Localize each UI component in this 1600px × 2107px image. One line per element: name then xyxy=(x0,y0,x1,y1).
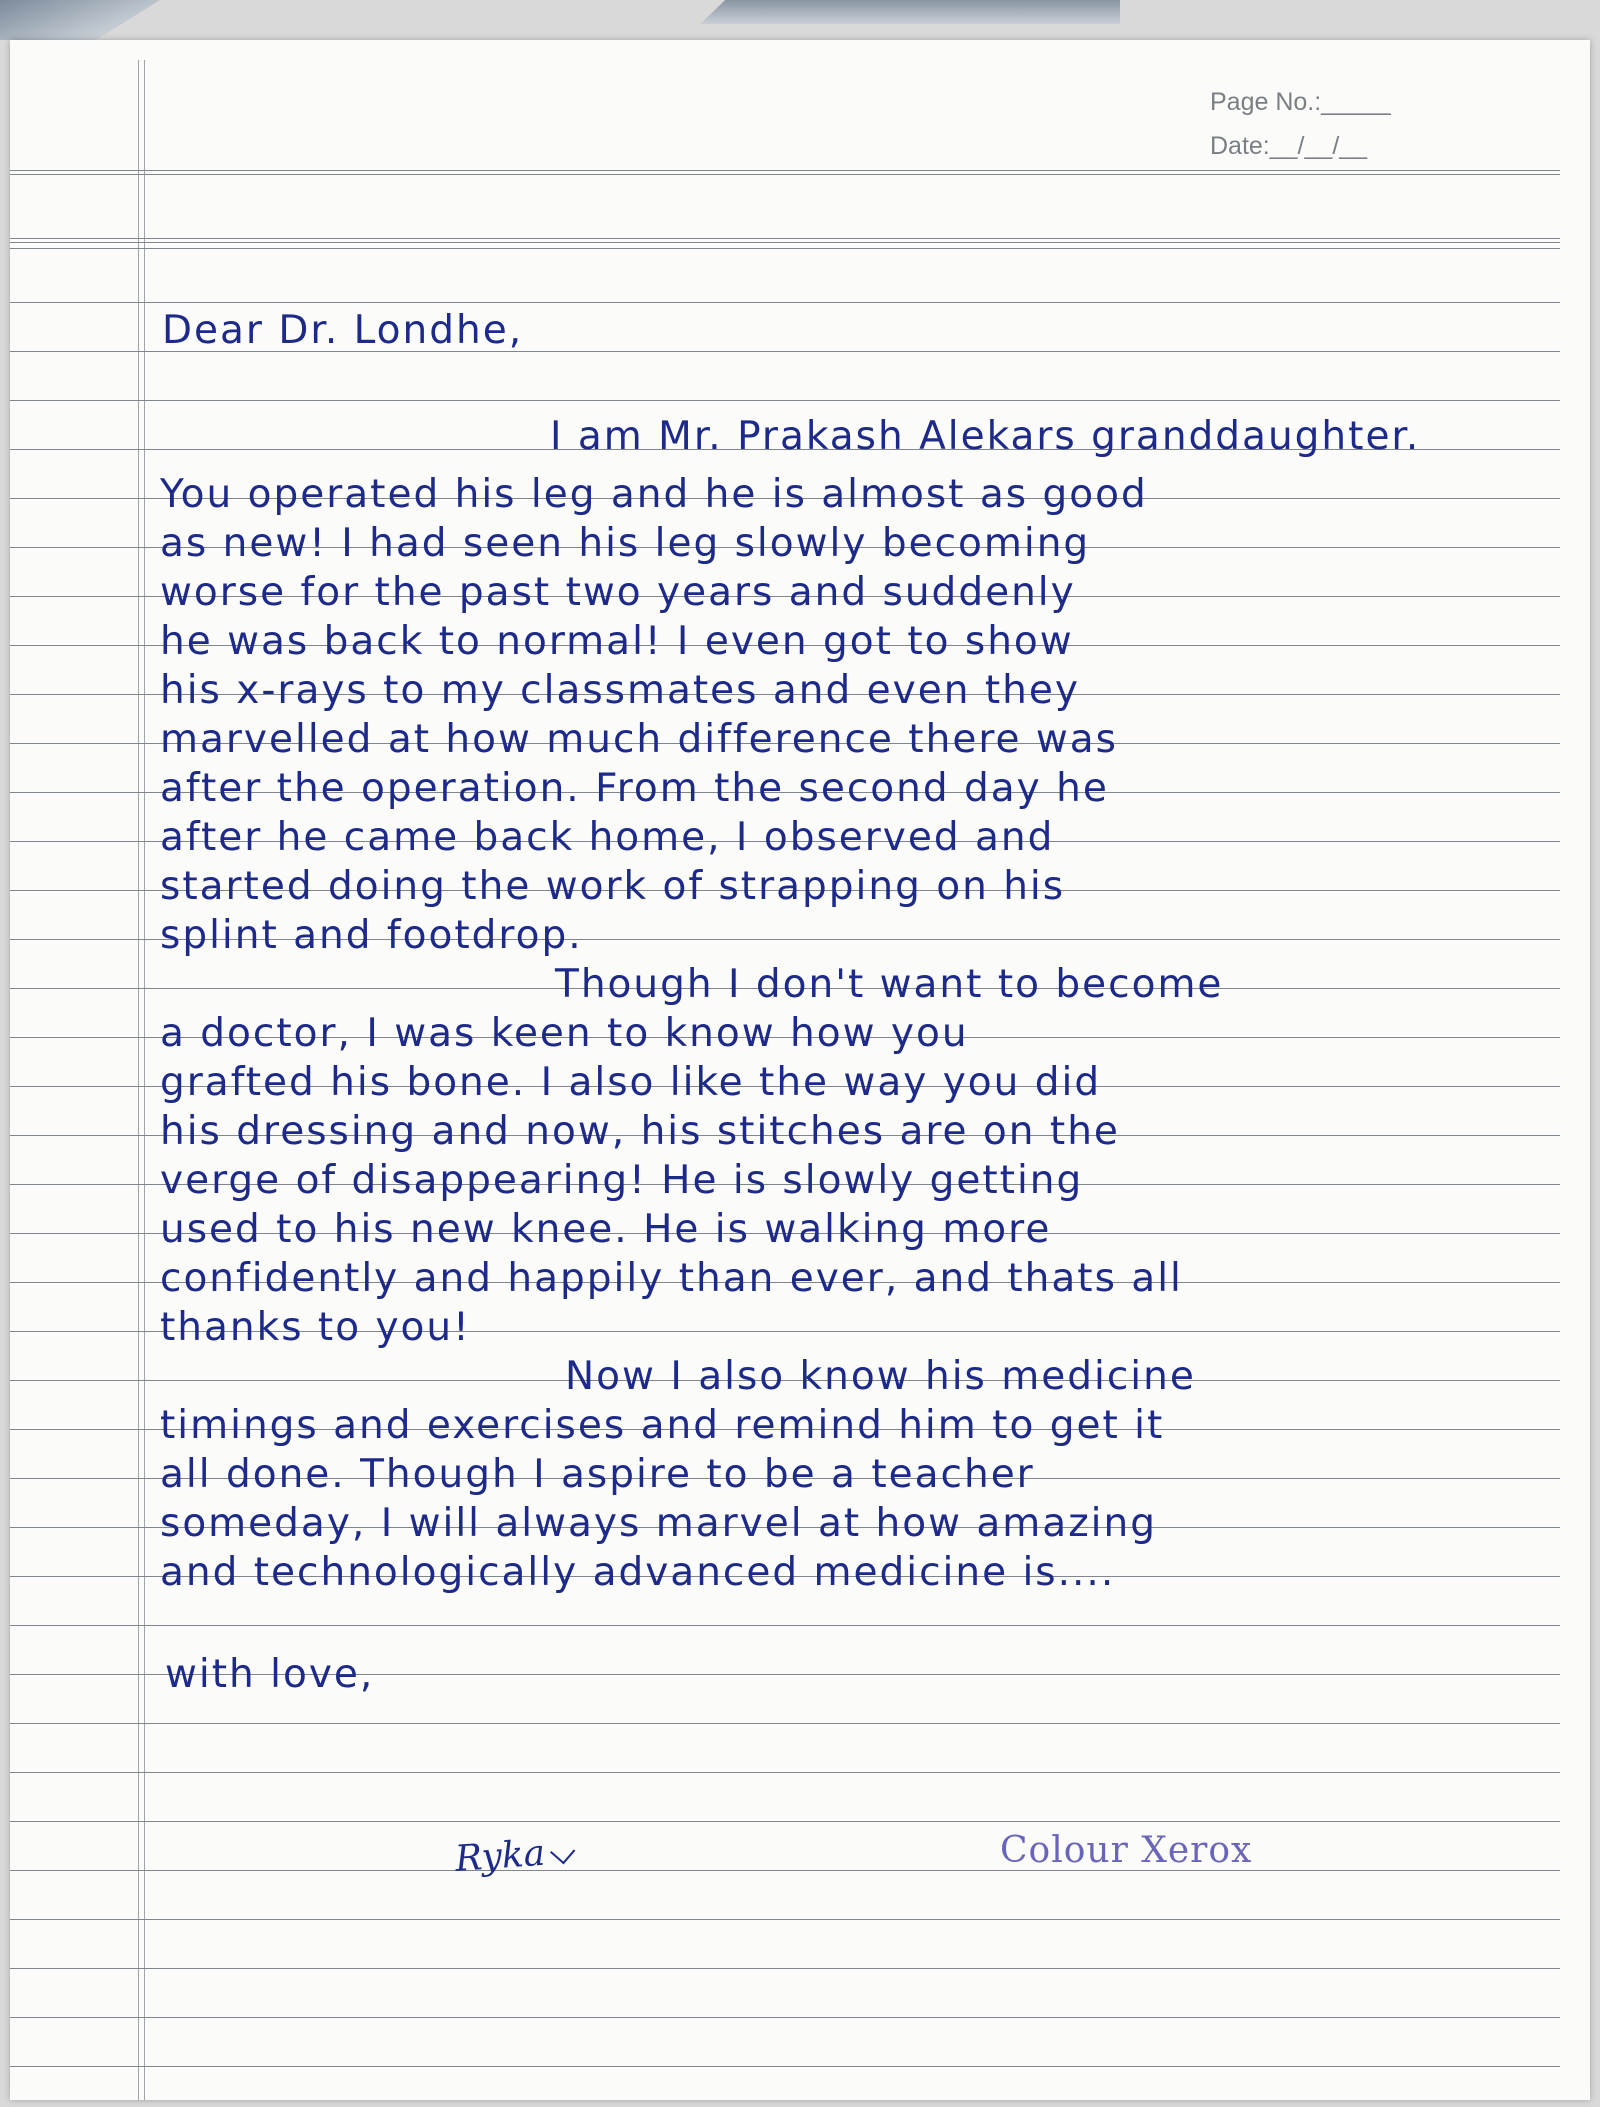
background-edge xyxy=(700,0,1120,24)
letter-line: marvelled at how much difference there was xyxy=(160,717,1118,762)
page-number-label: Page No.:_____ xyxy=(1210,88,1391,116)
letter-line: Now I also know his medicine xyxy=(565,1354,1196,1399)
ruled-line xyxy=(10,1968,1560,1969)
ruled-line xyxy=(10,1821,1560,1822)
ruled-line xyxy=(10,1625,1560,1626)
signature xyxy=(454,1831,571,1880)
letter-line: I am Mr. Prakash Alekars granddaughter. xyxy=(550,414,1421,459)
letter-line: his dressing and now, his stitches are on the xyxy=(160,1109,1120,1154)
ruled-line xyxy=(10,238,1560,239)
letter-line: worse for the past two years and suddenly xyxy=(160,570,1076,615)
letter-line: his x-rays to my classmates and even they xyxy=(160,668,1080,713)
letter-line: after the operation. From the second day he xyxy=(160,766,1109,811)
letter-line: thanks to you! xyxy=(160,1305,471,1350)
letter-line: You operated his leg and he is almost as good xyxy=(160,472,1148,517)
letter-line: grafted his bone. I also like the way you did xyxy=(160,1060,1102,1105)
letter-line: someday, I will always marvel at how amazing xyxy=(160,1501,1157,1546)
ruled-line xyxy=(10,2017,1560,2018)
letter-line: all done. Though I aspire to be a teacher xyxy=(160,1452,1035,1497)
date-label: Date:__/__/__ xyxy=(1210,132,1368,160)
ruled-line xyxy=(10,1723,1560,1724)
ruled-line xyxy=(10,2066,1560,2067)
notebook-page xyxy=(10,40,1590,2100)
ruled-line xyxy=(10,248,1560,249)
ruled-line xyxy=(10,174,1560,175)
ruled-line xyxy=(10,302,1560,303)
letter-line: confidently and happily than ever, and thats all xyxy=(160,1256,1183,1301)
background-corner xyxy=(0,0,160,40)
signature-text: Ryka xyxy=(453,1832,547,1880)
closing-line: with love, xyxy=(165,1652,375,1697)
letter-line: started doing the work of strapping on his xyxy=(160,864,1066,909)
letter-line: timings and exercises and remind him to get it xyxy=(160,1403,1165,1448)
margin-line xyxy=(144,60,145,2100)
letter-line: splint and footdrop. xyxy=(160,913,583,958)
colour-xerox-stamp: Colour Xerox xyxy=(1000,1830,1253,1871)
letter-line: Though I don't want to become xyxy=(555,962,1224,1007)
letter-line: and technologically advanced medicine is.... xyxy=(160,1550,1116,1595)
ruled-line xyxy=(10,170,1560,171)
letter-line: he was back to normal! I even got to show xyxy=(160,619,1074,664)
letter-line: as new! I had seen his leg slowly becoming xyxy=(160,521,1091,566)
ruled-line xyxy=(10,1870,1560,1871)
letter-line: verge of disappearing! He is slowly getting xyxy=(160,1158,1084,1203)
salutation: Dear Dr. Londhe, xyxy=(162,308,524,353)
heart-icon xyxy=(550,1839,575,1864)
page-header xyxy=(1210,88,1490,178)
ruled-line xyxy=(10,242,1560,243)
letter-line: a doctor, I was keen to know how you xyxy=(160,1011,969,1056)
letter-line: used to his new knee. He is walking more xyxy=(160,1207,1052,1252)
ruled-line xyxy=(10,1772,1560,1773)
ruled-line xyxy=(10,1919,1560,1920)
letter-line: after he came back home, I observed and xyxy=(160,815,1055,860)
ruled-line xyxy=(10,400,1560,401)
margin-line xyxy=(138,60,139,2100)
